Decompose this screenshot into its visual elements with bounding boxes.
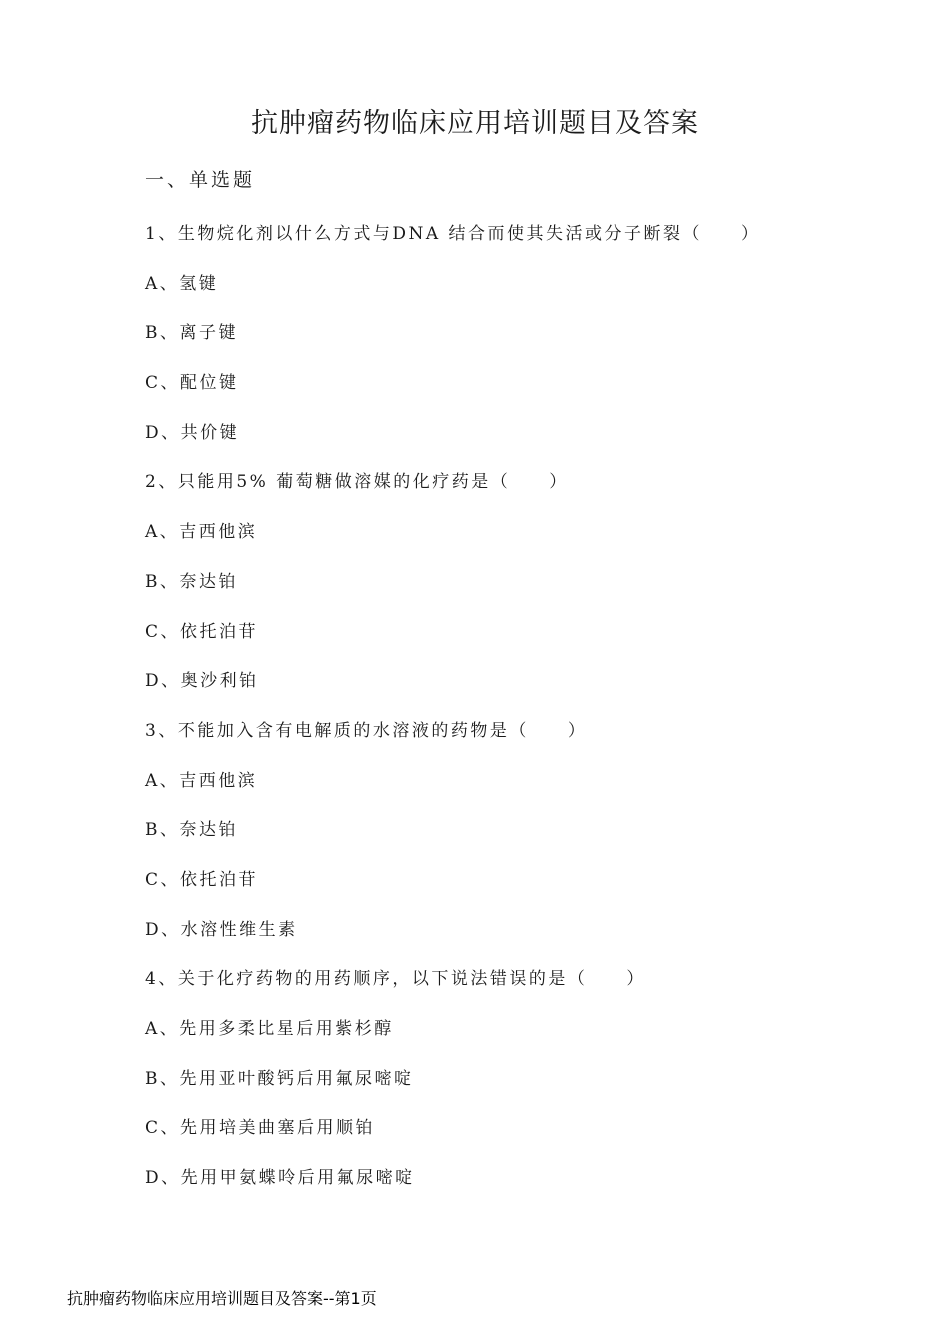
option-d: D、奥沙利铂 — [145, 671, 259, 692]
section-heading: 一、单选题 — [145, 169, 256, 191]
option-d: D、共价键 — [145, 422, 240, 443]
option-a: A、吉西他滨 — [145, 770, 258, 791]
option-a: A、氢键 — [145, 273, 219, 294]
question-stem: 2、只能用5% 葡萄糖做溶媒的化疗药是（ ） — [145, 472, 569, 493]
question-stem: 1、生物烷化剂以什么方式与DNA 结合而使其失活或分子断裂（ ） — [145, 224, 761, 244]
document-title: 抗肿瘤药物临床应用培训题目及答案 — [251, 108, 699, 139]
option-b: B、离子键 — [145, 323, 238, 344]
option-d: D、水溶性维生素 — [145, 919, 298, 940]
question-4 — [145, 966, 845, 1214]
question-list — [145, 221, 845, 1215]
option-a: A、先用多柔比星后用紫杉醇 — [145, 1019, 394, 1039]
option-b: B、先用亚叶酸钙后用氟尿嘧啶 — [145, 1068, 414, 1089]
option-d: D、先用甲氨蝶呤后用氟尿嘧啶 — [145, 1168, 415, 1189]
option-c: C、配位键 — [145, 373, 239, 394]
option-c: C、依托泊苷 — [145, 621, 259, 642]
question-stem: 3、不能加入含有电解质的水溶液的药物是（ ） — [145, 720, 588, 741]
question-2 — [145, 469, 845, 717]
question-stem: 4、关于化疗药物的用药顺序，以下说法错误的是（ ） — [145, 969, 646, 990]
question-1 — [145, 221, 845, 469]
option-c: C、依托泊苷 — [145, 869, 259, 890]
option-b: B、奈达铂 — [145, 571, 238, 592]
option-a: A、吉西他滨 — [145, 522, 258, 543]
page-footer: 抗肿瘤药物临床应用培训题目及答案--第1页 — [67, 1289, 377, 1308]
question-3 — [145, 718, 845, 966]
option-c: C、先用培美曲塞后用顺铂 — [145, 1118, 376, 1139]
option-b: B、奈达铂 — [145, 820, 238, 841]
